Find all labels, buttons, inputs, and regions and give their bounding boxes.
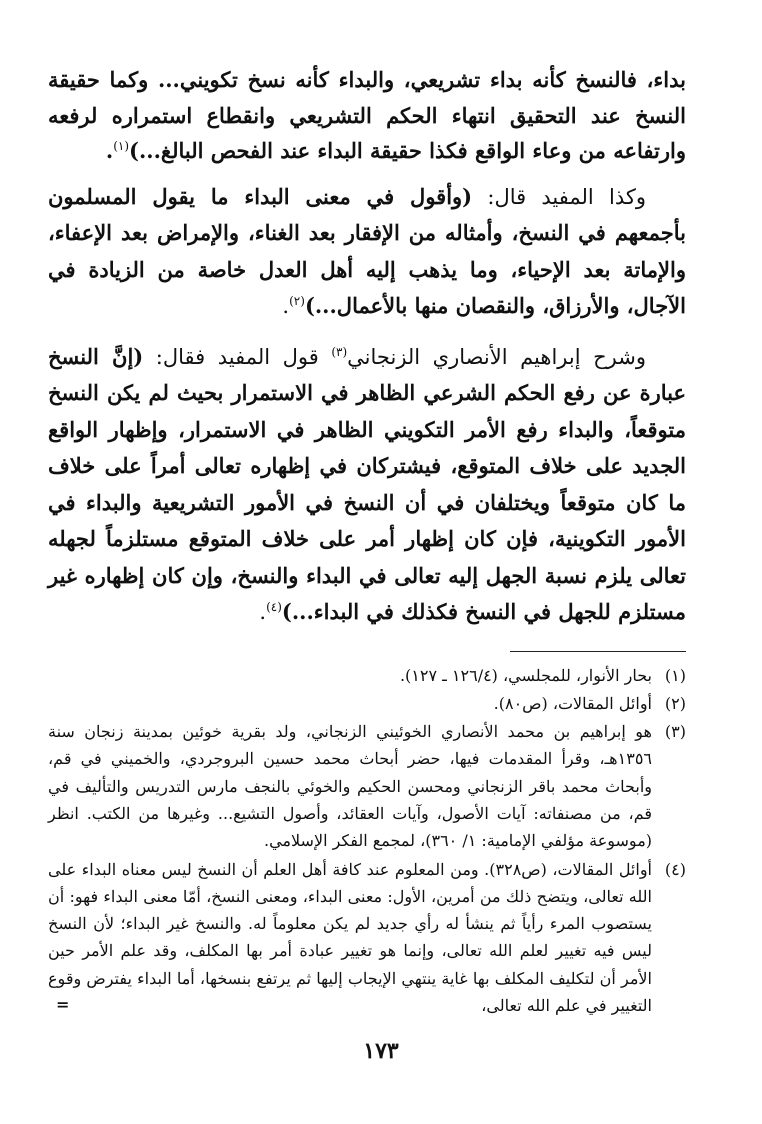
footnote-2-number: (٢) xyxy=(664,693,686,713)
footnote-ref-2: (٢) xyxy=(289,294,305,308)
footnote-1 xyxy=(48,662,686,689)
footnote-4 xyxy=(48,856,686,1020)
continuation-mark: = xyxy=(56,995,70,1014)
footnote-3-number: (٣) xyxy=(664,722,686,742)
footnote-ref-4: (٤) xyxy=(266,600,282,614)
paragraph-3-tail: . xyxy=(259,600,267,624)
footnote-ref-3: (٣) xyxy=(331,344,348,359)
footnote-4-number: (٤) xyxy=(664,859,686,879)
paragraph-3-intro-rest: قول المفيد فقال: xyxy=(143,344,332,369)
page-body xyxy=(48,62,686,1020)
paragraph-3-intro: وشرح إبراهيم الأنصاري الزنجاني xyxy=(347,344,646,369)
footnote-1-number: (١) xyxy=(664,665,686,685)
page-number: ١٧٣ xyxy=(363,1038,399,1064)
paragraph-2-quote: (وأقول في معنى البداء ما يقول المسلمون بأجمعهم في النسخ، وأمثاله من الإفقار بعد الغناء، والإمراض بعد الإعفاء، والإماتة بعد الإحياء، وما يذهب إليه أهل العدل خاصة من الزيادة في الآجال، والأرزاق، والنقصان منها بالأعمال...) xyxy=(48,183,686,318)
footnote-1-text: بحار الأنوار، للمجلسي، (١٢٦/٤ ـ ١٢٧). xyxy=(399,665,652,685)
paragraph-1 xyxy=(48,62,686,169)
footnote-4-text: أوائل المقالات، (ص٣٢٨). ومن المعلوم عند كافة أهل العلم أن النسخ ليس معناه البداء على الله تعالى، ويتضح ذلك من أمرين، الأول: معنى البداء، ومعنى النسخ، أمّا معنى البداء فهو: أن يستصوب المرء رأياً ثم ينشأ له رأي جديد لم يكن معلوماً له. والنسخ غير البداء؛ لأن النسخ ليس فيه تغيير لعلم الله تعالى، وإنما هو تغيير عبادة أمر بها المكلف، وقد علم الأمر حين الأمر أن لتكليف المكلف بها غاية ينتهي الإيجاب إليها ثم يرتفع بنسخها، أما البداء يفترض وقوع التغيير في علم الله تعالى، xyxy=(48,859,653,1016)
paragraph-3 xyxy=(48,339,686,631)
paragraph-2-tail: . xyxy=(282,294,290,318)
footnote-ref-1: (١) xyxy=(113,139,130,153)
paragraph-2 xyxy=(48,179,686,325)
footnote-2 xyxy=(48,690,686,717)
footnote-3-text: هو إبراهيم بن محمد الأنصاري الخوئيني الزنجاني، ولد بقرية خوئين بمدينة زنجان سنة ١٣٥٦هـ، وقرأ المقدمات فيها، حضر أبحاث محمد حسين البروجردي، والخميني في قم، وأبحاث محمد باقر الزنجاني ومحسن الحكيم والخوئي بالنجف مارس التدريس والتأليف في قم، من مصنفاته: آيات الأصول، وآيات العقائد، وأصول التشيع... وغيرها من الكتب. انظر (موسوعة مؤلفي الإمامية: ١/ ٣٦٠)، لمجمع الفكر الإسلامي. xyxy=(48,722,652,851)
paragraph-1-tail: . xyxy=(105,138,114,163)
paragraph-3-quote: (إنَّ النسخ عبارة عن رفع الحكم الشرعي الظاهر في الاستمرار بحيث لم يكن النسخ متوقعاً، والبداء رفع الأمر التكويني الظاهر في الاستمرار، وإظهار الواقع الجديد على خلاف المتوقع، فيشتركان في إظهاره تعالى أمراً على خلاف ما كان متوقعاً ويختلفان في أن النسخ في الأمور التشريعية والبداء في الأمور التكوينية، فإن كان إظهار أمر على خلاف المتوقع مستلزماً لجهله تعالى يلزم نسبة الجهل إليه تعالى في البداء والنسخ، وإن كان إظهاره غير مستلزم للجهل في النسخ فكذلك في البداء...) xyxy=(48,343,686,624)
paragraph-1-text: بداء، فالنسخ كأنه بداء تشريعي، والبداء كأنه نسخ تكويني... وكما حقيقة النسخ عند التحقيق انتهاء الحكم التشريعي وانقطاع استمراره لرفعه وارتفاعه من وعاء الواقع فكذا حقيقة البداء عند الفحص البالغ...) xyxy=(48,67,686,163)
footnote-2-text: أوائل المقالات، (ص٨٠). xyxy=(493,693,652,713)
paragraph-2-intro: وكذا المفيد قال: xyxy=(472,184,646,209)
footnote-3 xyxy=(48,718,686,854)
footnote-separator xyxy=(510,651,686,652)
